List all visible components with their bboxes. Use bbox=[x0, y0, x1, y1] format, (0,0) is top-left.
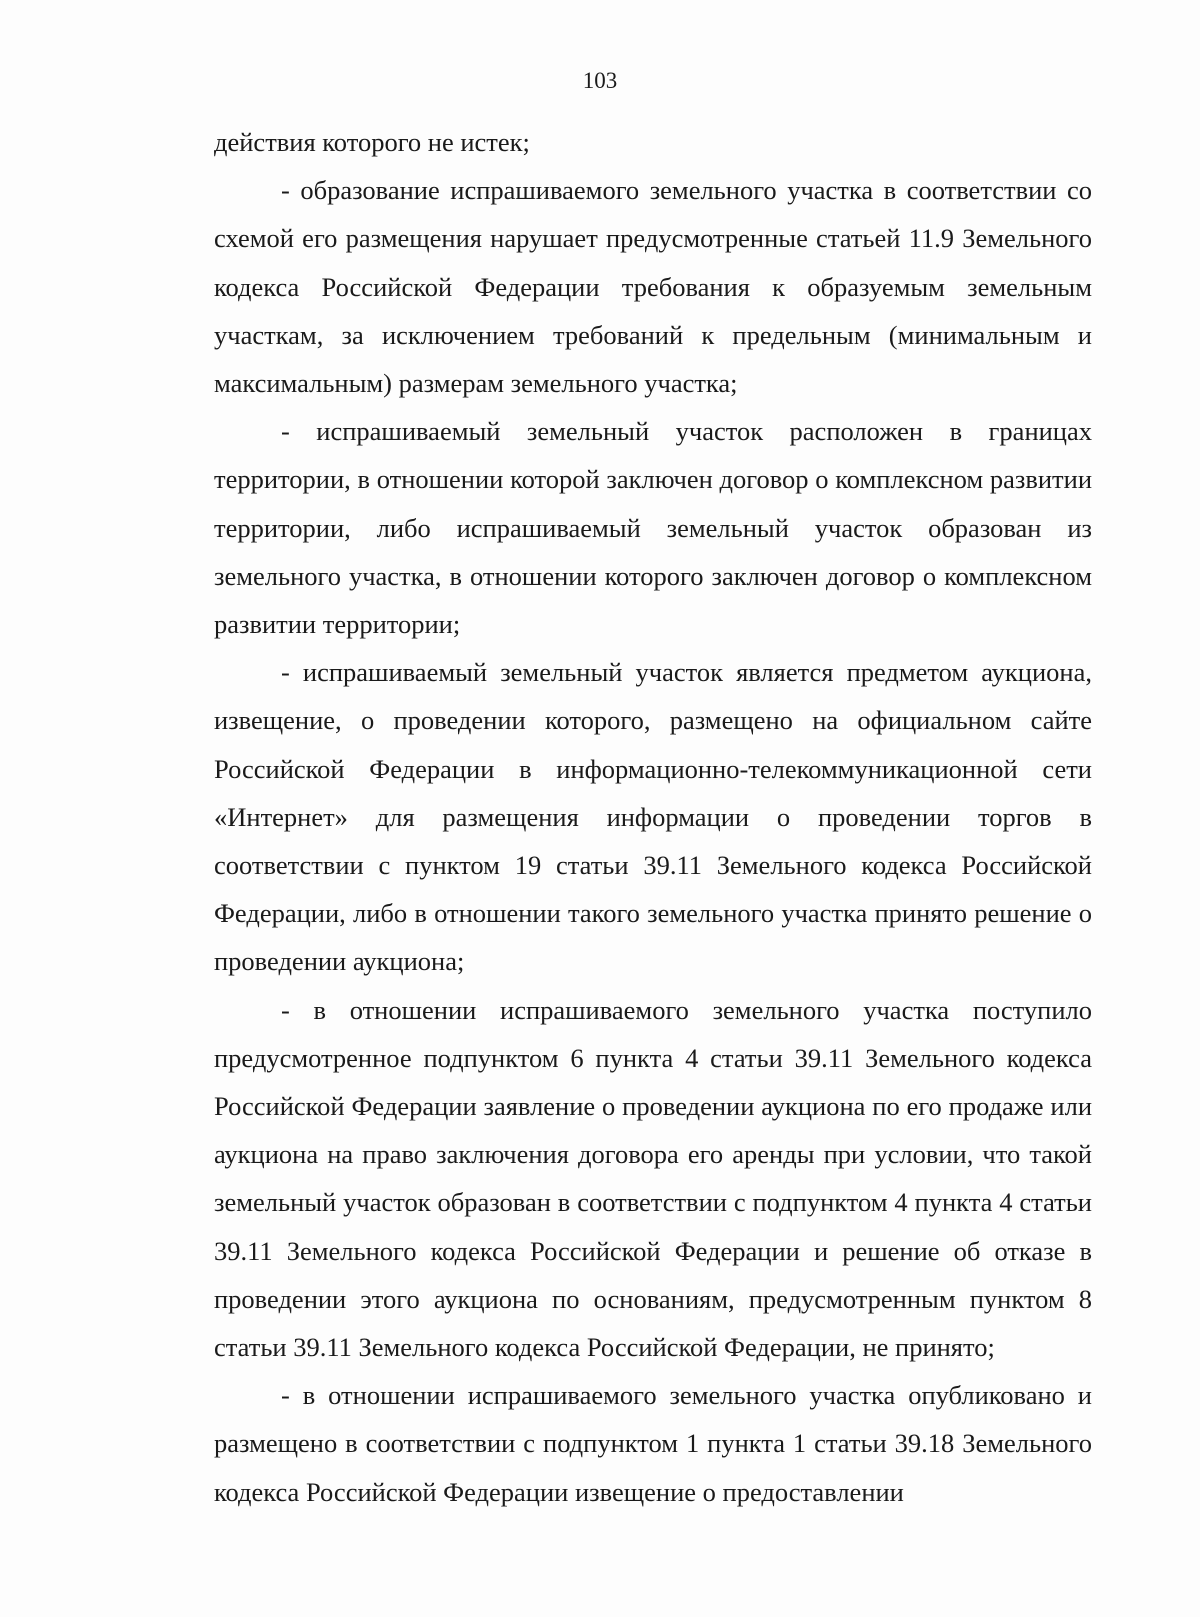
paragraph-complex-development: - испрашиваемый земельный участок расположен в границах территории, в отношении которой заключен договор о комплексном развитии территории, либо испрашиваемый земельный участок образован из земельного участка, в отношении которого заключен договор о комплексном развитии территории; bbox=[214, 416, 1092, 640]
paragraph-auction-subject: - испрашиваемый земельный участок является предметом аукциона, извещение, о проведении которого, размещено на официальном сайте Российской Федерации в информационно-телекоммуникационной сети «Интернет» для размещения информации о проведении торгов в соответствии с пунктом 19 статьи 39.11 Земельного кодекса Российской Федерации, либо в отношении такого земельного участка принято решение о проведении аукциона; bbox=[214, 657, 1092, 977]
paragraph-continuation: действия которого не истек; bbox=[214, 127, 530, 157]
document-body bbox=[214, 118, 1092, 1516]
page-number: 103 bbox=[582, 68, 618, 93]
paragraph-scheme-violation: - образование испрашиваемого земельного участка в соответствии со схемой его размещения нарушает предусмотренные статьей 11.9 Земельного кодекса Российской Федерации требования к образуемым земельным участкам, за исключением требований к предельным (минимальным и максимальным) размерам земельного участка; bbox=[214, 175, 1092, 399]
paragraph-published-notice: - в отношении испрашиваемого земельного участка опубликовано и размещено в соответствии с подпунктом 1 пункта 1 статьи 39.18 Земельного кодекса Российской Федерации извещение о предоставлении bbox=[214, 1380, 1092, 1507]
paragraph-auction-application: - в отношении испрашиваемого земельного участка поступило предусмотренное подпунктом 6 пункта 4 статьи 39.11 Земельного кодекса Российской Федерации заявление о проведении аукциона по его продаже или аукциона на право заключения договора его аренды при условии, что такой земельный участок образован в соответствии с подпунктом 4 пункта 4 статьи 39.11 Земельного кодекса Российской Федерации и решение об отказе в проведении этого аукциона по основаниям, предусмотренным пунктом 8 статьи 39.11 Земельного кодекса Российской Федерации, не принято; bbox=[214, 994, 1092, 1363]
